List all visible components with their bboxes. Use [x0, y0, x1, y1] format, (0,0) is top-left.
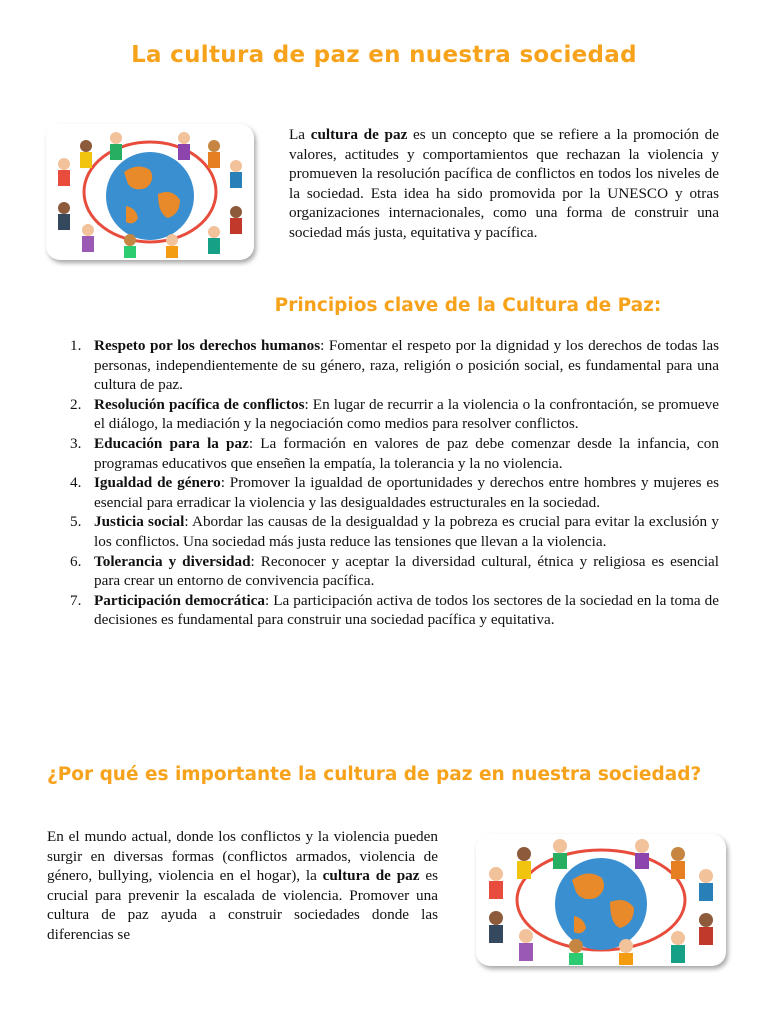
- item-text: : Promover la igualdad de oportunidades y derechos entre hombres y mujeres es esencial para erradicar la violencia y las desigualdades estructurales en la sociedad.: [94, 474, 720, 511]
- list-item: [62, 395, 719, 434]
- item-term: Tolerancia y diversidad: [94, 552, 251, 570]
- intro-term-bold: cultura de paz: [310, 126, 408, 143]
- item-number: 2.: [70, 395, 82, 413]
- intro-paragraph: [289, 125, 719, 243]
- item-number: 6.: [70, 552, 82, 570]
- item-text: : Reconocer y aceptar la diversidad cultural, étnica y religiosa es esencial para crear un entorno de convivencia pacífica.: [94, 552, 720, 590]
- importance-text-start: En el mundo actual, donde los conflictos y la violencia pueden surgir en diversas formas (conflictos armados, violencia de género, bullying, violencia en el hogar), la: [47, 828, 438, 885]
- item-number: 1.: [70, 337, 82, 354]
- importance-paragraph: [47, 827, 438, 945]
- item-text: : La participación activa de todos los sectores de la sociedad en la toma de decisiones es fundamental para construir una sociedad pacífica y equitativa.: [94, 591, 719, 629]
- principles-list: [62, 336, 719, 630]
- item-number: 4.: [70, 474, 82, 492]
- item-number: 5.: [70, 513, 82, 531]
- list-item: [62, 552, 719, 591]
- list-item: [62, 591, 719, 630]
- item-text: : Fomentar el respeto por la dignidad y los derechos de todas las personas, independientemente de su género, raza, religión o posición social, es fundamental para una cultura de paz.: [94, 337, 719, 394]
- globe-children-illustration: [46, 124, 254, 260]
- list-item: [62, 512, 719, 551]
- importance-term-bold: cultura de paz: [322, 867, 420, 885]
- item-text: : La formación en valores de paz debe comenzar desde la infancia, con programas educativos que enseñen la empatía, la tolerancia y la no violencia.: [94, 434, 719, 472]
- item-term: Educación para la paz: [94, 434, 249, 452]
- item-term: Igualdad de género: [94, 474, 221, 492]
- globe-children-illustration: [476, 834, 726, 966]
- item-term: Resolución pacífica de conflictos: [94, 395, 305, 413]
- item-term: Participación democrática: [94, 591, 266, 609]
- importance-text-rest: es crucial para prevenir la escalada de violencia. Promover una cultura de paz ayuda a construir sociedades donde las diferencias se: [47, 867, 438, 943]
- document-title: La cultura de paz en nuestra sociedad: [131, 42, 637, 68]
- question-heading: ¿Por qué es importante la cultura de paz en nuestra sociedad?: [47, 764, 702, 785]
- list-item: [62, 434, 719, 473]
- intro-text-start: La: [289, 126, 311, 143]
- list-item: [62, 336, 719, 395]
- item-text: : Abordar las causas de la desigualdad y la pobreza es crucial para evitar la exclusión y los conflictos. Una sociedad más justa reduce las tensiones que llevan a la violencia.: [94, 513, 719, 550]
- item-term: Respeto por los derechos humanos: [94, 337, 321, 354]
- item-number: 7.: [70, 591, 82, 609]
- list-item: [62, 473, 719, 512]
- item-number: 3.: [70, 434, 82, 452]
- intro-text-rest: es un concepto que se refiere a la promoción de valores, actitudes y comportamientos que rechazan la violencia y promueven la resolución pacífica de conflictos en todos los niveles de la sociedad. Esta idea ha sido promovida por la UNESCO y otras organizaciones internacionales, como una forma de construir una sociedad más justa, equitativa y pacífica.: [289, 126, 719, 241]
- principles-heading: Principios clave de la Cultura de Paz:: [274, 295, 662, 316]
- item-term: Justicia social: [94, 513, 185, 531]
- item-text: : En lugar de recurrir a la violencia o la confrontación, se promueve el diálogo, la mediación y la negociación como medios para resolver conflictos.: [94, 395, 720, 433]
